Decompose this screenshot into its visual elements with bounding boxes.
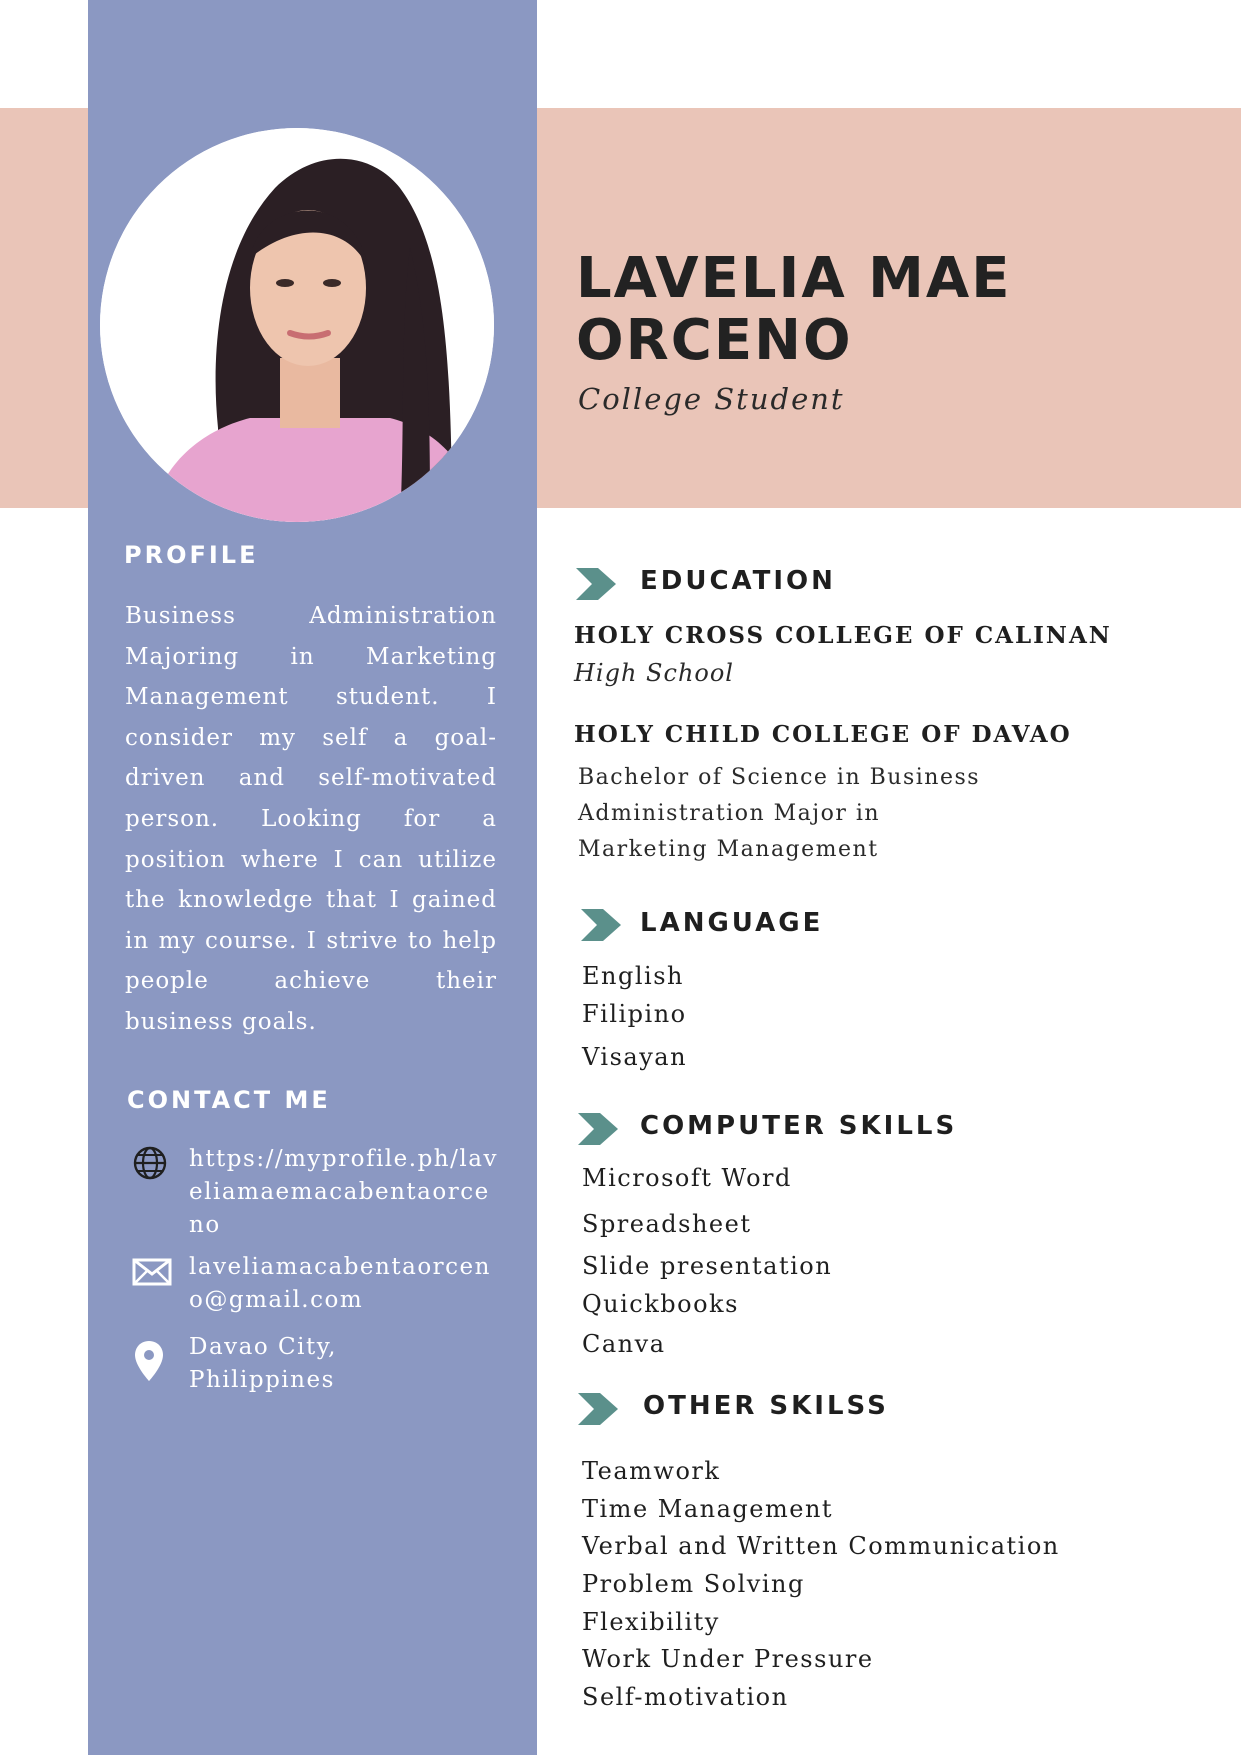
- chevron-right-icon: [578, 1393, 618, 1425]
- contact-location: Davao City, Philippines: [189, 1334, 337, 1393]
- location-pin-icon: [134, 1340, 164, 1382]
- other-skills-heading: OTHER SKILSS: [643, 1391, 889, 1421]
- mail-icon: [132, 1258, 172, 1286]
- other-skill-item: Time Management: [582, 1495, 834, 1523]
- chevron-right-icon: [578, 1113, 618, 1145]
- school-name: HOLY CHILD COLLEGE OF DAVAO: [574, 721, 1072, 748]
- language-item: Filipino: [582, 1000, 687, 1028]
- computer-skill-item: Canva: [582, 1330, 666, 1358]
- profile-heading: PROFILE: [124, 541, 259, 569]
- computer-skill-item: Spreadsheet: [582, 1210, 752, 1238]
- other-skill-item: Problem Solving: [582, 1570, 805, 1598]
- name-line-2: ORCENO: [576, 308, 853, 373]
- profile-photo: [100, 128, 494, 522]
- language-item: Visayan: [582, 1043, 688, 1071]
- contact-email[interactable]: laveliamacabentaorceno@gmail.com: [189, 1254, 491, 1313]
- chevron-right-icon: [576, 568, 616, 600]
- contact-heading: CONTACT ME: [127, 1086, 331, 1114]
- other-skill-item: Verbal and Written Communication: [582, 1532, 1060, 1560]
- computer-skill-item: Quickbooks: [582, 1290, 739, 1318]
- other-skill-item: Self-motivation: [582, 1683, 789, 1711]
- other-skill-item: Flexibility: [582, 1608, 720, 1636]
- profile-text: Business Administration Majoring in Marketing Management student. I consider my self a goal-driven and self-motivated person. Looking for a position where I can utilize the knowledge that I gained in my course. I strive to help people achieve their business goals.: [125, 603, 497, 1035]
- education-heading: EDUCATION: [640, 566, 836, 596]
- other-skill-item: Work Under Pressure: [582, 1645, 874, 1673]
- school-degree: Bachelor of Science in Business Administration Major in Marketing Management: [578, 765, 981, 862]
- chevron-right-icon: [581, 909, 621, 941]
- candidate-name: [576, 248, 1012, 372]
- language-heading: LANGUAGE: [640, 908, 824, 938]
- globe-icon: [132, 1145, 168, 1181]
- name-line-1: LAVELIA MAE: [576, 246, 1012, 311]
- computer-skill-item: Microsoft Word: [582, 1164, 792, 1192]
- contact-website[interactable]: https://myprofile.ph/laveliamaemacabentaorceno: [189, 1146, 498, 1238]
- other-skill-item: Teamwork: [582, 1457, 721, 1485]
- computer-skills-heading: COMPUTER SKILLS: [640, 1111, 958, 1141]
- computer-skill-item: Slide presentation: [582, 1252, 833, 1280]
- school-level: High School: [574, 659, 734, 687]
- candidate-role: College Student: [578, 382, 845, 416]
- school-name: HOLY CROSS COLLEGE OF CALINAN: [574, 622, 1112, 649]
- language-item: English: [582, 962, 684, 990]
